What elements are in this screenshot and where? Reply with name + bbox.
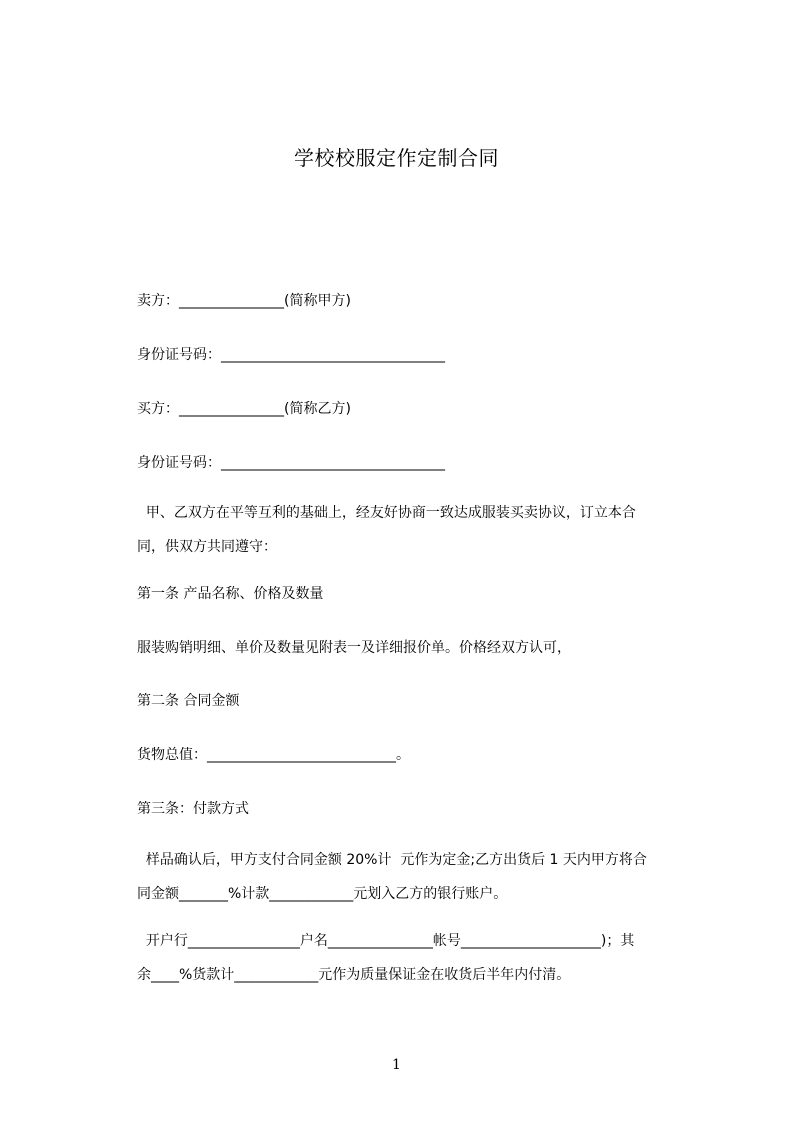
page-number: 1 xyxy=(392,1057,401,1073)
article3-heading: 第三条：付款方式 xyxy=(137,801,249,817)
buyer-id-line: 身份证号码：________________________________ xyxy=(137,455,445,471)
article1-heading: 第一条 产品名称、价格及数量 xyxy=(137,586,324,602)
document-title: 学校校服定作定制合同 xyxy=(294,146,499,170)
payment-paragraph: 样品确认后，甲方支付合同金额 20%计 元作为定金;乙方出货后 1 天内甲方将合 同金额_______%计款____________元划入乙方的银行账户。 xyxy=(137,852,647,902)
intro-paragraph: 甲、乙双方在平等互利的基础上，经友好协商一致达成服装买卖协议，订立本合 同，供双方共同遵守： xyxy=(137,505,636,555)
article2-heading: 第二条 合同金额 xyxy=(137,693,240,709)
buyer-line: 买方：_______________(简称乙方) xyxy=(137,401,351,417)
seller-line: 卖方：_______________(简称甲方) xyxy=(137,293,351,309)
article2-text: 货物总值：___________________________。 xyxy=(137,747,410,763)
seller-id-line: 身份证号码：________________________________ xyxy=(137,347,445,363)
bank-paragraph: 开户行________________户名_______________帐号____________________)；其 余____%货款计____________元作为质量保证金在收货后半年内付清。 xyxy=(137,933,635,983)
article1-text: 服装购销明细、单价及数量见附表一及详细报价单。价格经双方认可， xyxy=(137,640,571,656)
